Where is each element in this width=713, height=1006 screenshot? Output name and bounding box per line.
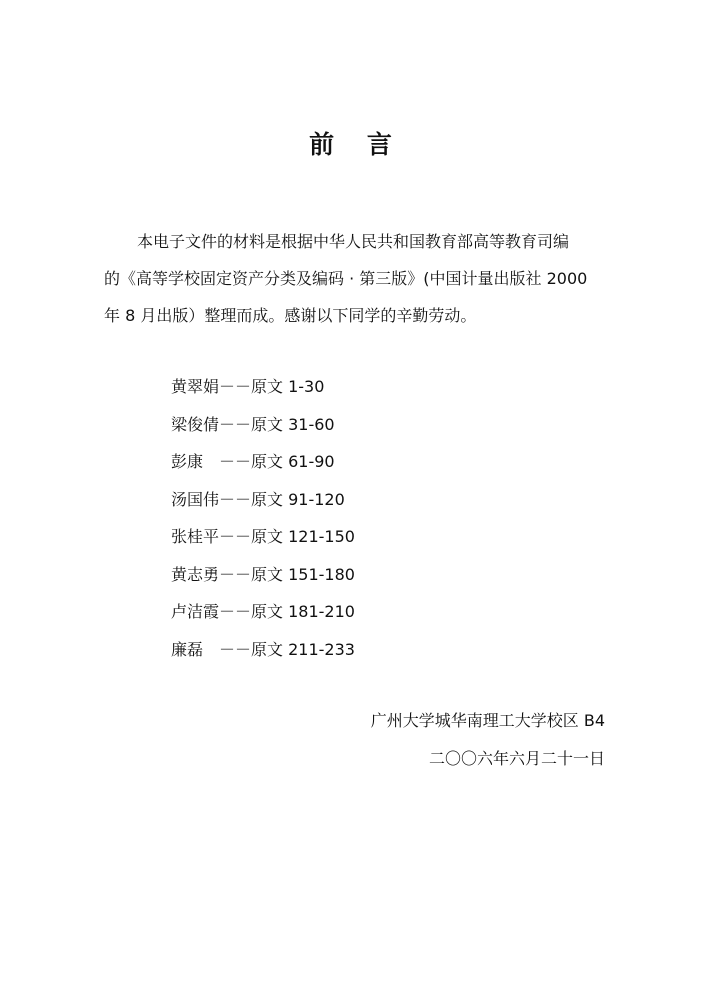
contributor-item: 彭康 －－原文 61-90 bbox=[171, 452, 335, 471]
intro-line: 的《高等学校固定资产分类及编码 · 第三版》(中国计量出版社 2000 bbox=[104, 269, 588, 288]
contributor-item: 黄翠娟－－原文 1-30 bbox=[171, 377, 325, 396]
signature-organization: 广州大学城华南理工大学校区 B4 bbox=[370, 711, 605, 730]
signature-date: 二〇〇六年六月二十一日 bbox=[428, 749, 605, 768]
contributor-item: 廉磊 －－原文 211-233 bbox=[171, 639, 355, 659]
contributor-item: 黄志勇－－原文 151-180 bbox=[171, 564, 355, 584]
contributor-item: 梁俊倩－－原文 31-60 bbox=[171, 414, 335, 434]
contributor-list bbox=[171, 371, 471, 671]
intro-line: 年 8 月出版）整理而成。感谢以下同学的辛勤劳动。 bbox=[104, 306, 477, 325]
contributor-item: 汤国伟－－原文 91-120 bbox=[171, 489, 345, 509]
page-title: 前 言 bbox=[309, 130, 404, 159]
intro-line: 本电子文件的材料是根据中华人民共和国教育部高等教育司编 bbox=[137, 232, 570, 251]
contributor-item: 卢洁霞－－原文 181-210 bbox=[171, 602, 355, 621]
intro-paragraph bbox=[104, 223, 609, 334]
contributor-item: 张桂平－－原文 121-150 bbox=[171, 527, 355, 546]
